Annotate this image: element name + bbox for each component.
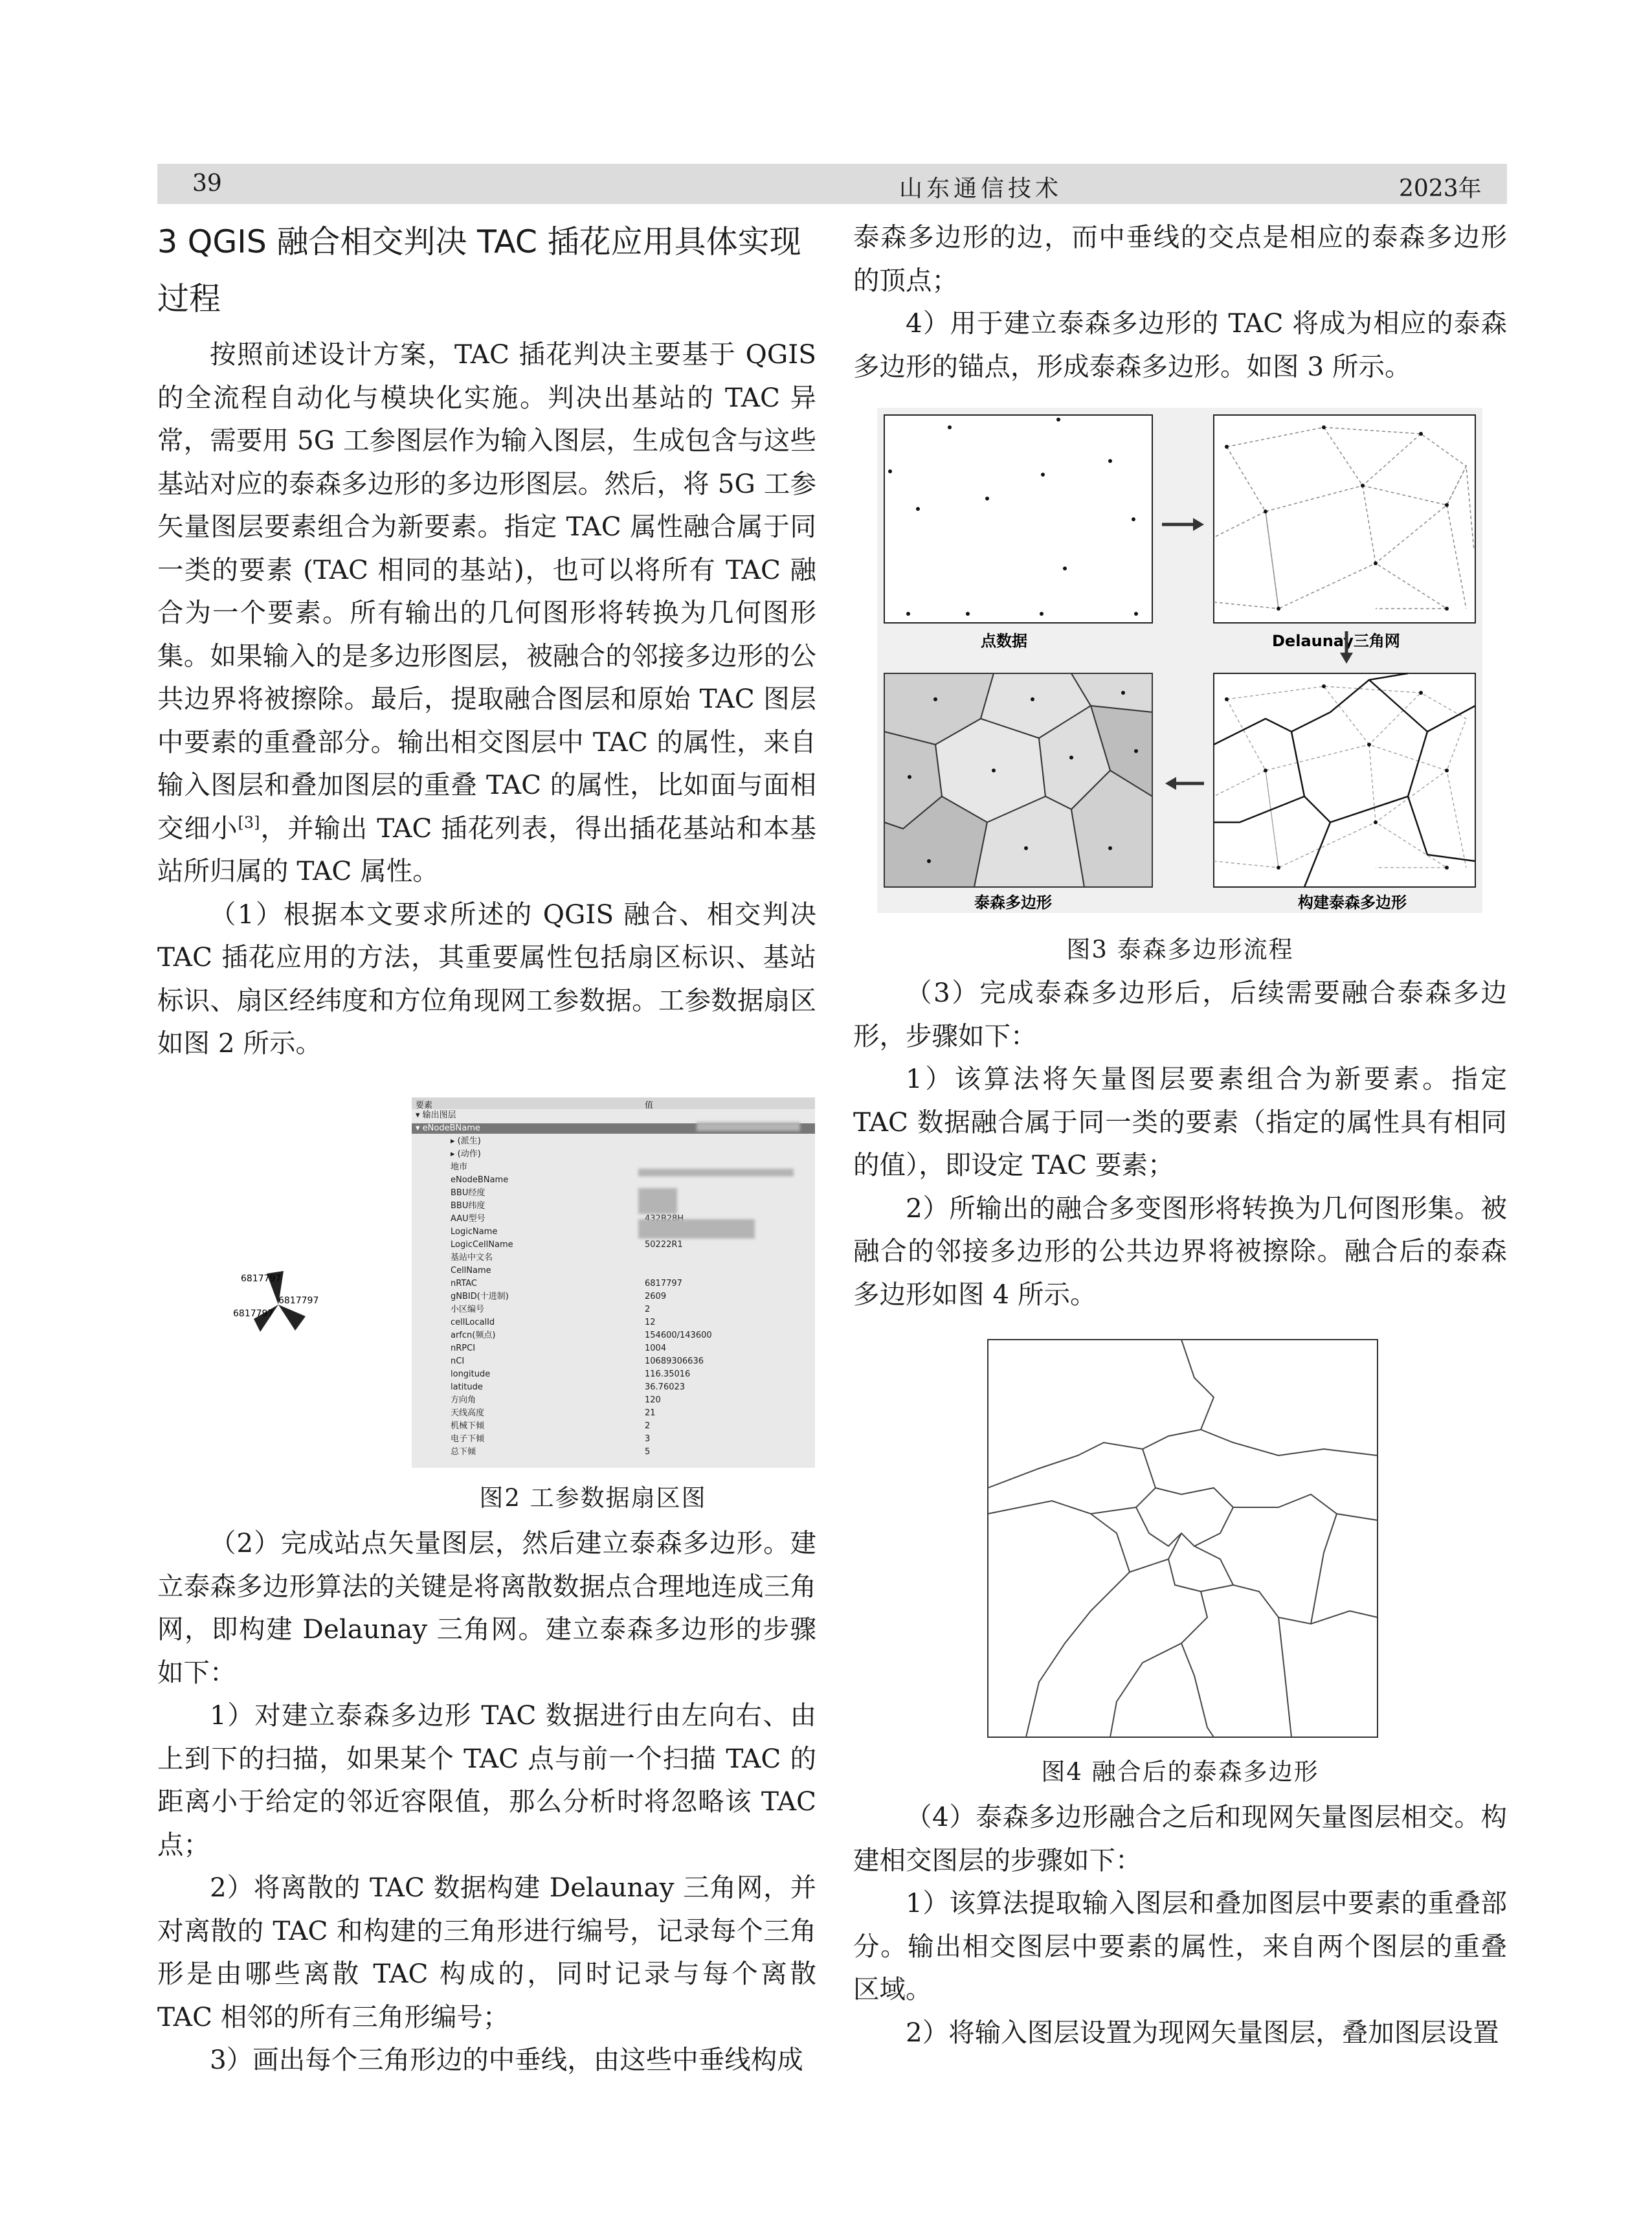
paragraph: 2）所输出的融合多变图形将转换为几何图形集。被融合的邻接多边形的公共边界将被擦除。融合后的泰森多边形如图 4 所示。 <box>853 1192 1507 1310</box>
row-key: CellName <box>451 1266 491 1276</box>
table-row <box>412 1279 815 1289</box>
row-value: 2 <box>645 1305 651 1314</box>
row-value: 21 <box>645 1408 656 1418</box>
year: 2023年 <box>1399 175 1482 202</box>
paragraph: 2）将输入图层设置为现网矢量图层，叠加图层设置 <box>906 2016 1499 2048</box>
delaunay-panel <box>1214 415 1475 623</box>
construct-panel <box>1214 673 1475 887</box>
table-row <box>412 1110 815 1121</box>
table-row <box>412 1395 815 1406</box>
row-key: longitude <box>451 1369 491 1379</box>
right-column-middle <box>853 971 1507 1316</box>
merged-polygon-map <box>987 1339 1378 1738</box>
row-value: 1004 <box>645 1343 667 1353</box>
paragraph: 4）用于建立泰森多边形的 TAC 将成为相应的泰森多边形的锚点，形成泰森多边形。如图 3 所示。 <box>853 308 1507 382</box>
paragraph: 泰森多边形的边，而中垂线的交点是相应的泰森多边形的顶点； <box>853 221 1507 296</box>
table-row <box>412 1266 815 1276</box>
table-row <box>412 1408 815 1419</box>
sector-label: 6817797 <box>278 1296 319 1306</box>
row-key: 天线高度 <box>451 1408 485 1418</box>
left-column-top <box>157 214 816 1065</box>
paragraph: 1）该算法提取输入图层和叠加图层中要素的重叠部分。输出相交图层中要素的属性，来自两个图层的重叠区域。 <box>853 1887 1507 2005</box>
panel-label: 构建泰森多边形 <box>1298 894 1407 912</box>
sector-label: 6817797 <box>233 1309 274 1319</box>
row-key: cellLocalId <box>451 1318 495 1327</box>
row-value: 6817797 <box>645 1279 682 1288</box>
table-row <box>412 1292 815 1302</box>
row-key: eNodeBName <box>451 1175 509 1185</box>
table-row <box>412 1253 815 1263</box>
row-key: ▸ (动作) <box>451 1149 481 1159</box>
row-key: 小区编号 <box>451 1305 485 1314</box>
row-value: 116.35016 <box>645 1369 691 1379</box>
row-key: LogicCellName <box>451 1240 513 1250</box>
panel-label: Delaunay三角网 <box>1272 632 1400 650</box>
row-value: 3 <box>645 1434 651 1444</box>
journal-name: 山东通信技术 <box>899 175 1063 202</box>
row-value: 2609 <box>645 1292 667 1301</box>
row-key: ▾ eNodeBName <box>416 1123 480 1133</box>
row-key: BBU纬度 <box>451 1201 486 1211</box>
row-key: 总下倾 <box>451 1447 476 1457</box>
section-title: 3 QGIS 融合相交判决 TAC 插花应用具体实现过程 <box>157 223 801 317</box>
table-row <box>412 1175 815 1186</box>
row-value: 2 <box>645 1421 651 1431</box>
row-key: 基站中文名 <box>451 1253 493 1263</box>
row-key: 方向角 <box>451 1395 476 1405</box>
row-value: 50222R1 <box>645 1240 683 1250</box>
paragraph: 3）画出每个三角形边的中垂线，由这些中垂线构成 <box>210 2044 803 2075</box>
row-key: ▾ 输出图层 <box>416 1110 456 1120</box>
row-key: nCI <box>451 1356 465 1366</box>
left-column-bottom <box>157 1522 816 2082</box>
paragraph: （2）完成站点矢量图层，然后建立泰森多边形。建立泰森多边形算法的关键是将离散数据点合理地连成三角网，即构建 Delaunay 三角网。建立泰森多边形的步骤如下： <box>157 1527 816 1688</box>
row-key: 机械下倾 <box>451 1421 485 1431</box>
row-key: BBU经度 <box>451 1188 486 1198</box>
row-value: 12 <box>645 1318 656 1327</box>
sector-wedge <box>278 1305 306 1331</box>
sector-label: 6817797 <box>241 1274 282 1284</box>
paragraph: （4）泰森多边形融合之后和现网矢量图层相交。构建相交图层的步骤如下： <box>853 1801 1507 1876</box>
paragraph: 1）对建立泰森多边形 TAC 数据进行由左向右、由上到下的扫描，如果某个 TAC 点与前一个扫描 TAC 的距离小于给定的邻近容限值，那么分析时将忽略该 TAC 点； <box>157 1700 816 1860</box>
table-row <box>412 1149 815 1160</box>
table-row <box>412 1188 815 1198</box>
fig3-caption: 图3 泰森多边形流程 <box>1066 936 1294 963</box>
row-key: nRTAC <box>451 1279 477 1288</box>
table-row <box>412 1421 815 1432</box>
row-key: arfcn(频点) <box>451 1331 496 1340</box>
panel-label: 泰森多边形 <box>974 894 1052 912</box>
table-row <box>412 1343 815 1354</box>
page-number: 39 <box>192 170 222 197</box>
table-row <box>412 1447 815 1457</box>
paragraph: 1）该算法将矢量图层要素组合为新要素。指定 TAC 数据融合属于同一类的要素（指定的属性具有相同的值），即设定 TAC 要素； <box>853 1063 1508 1180</box>
fig2-caption: 图2 工参数据扇区图 <box>479 1484 707 1512</box>
table-row <box>412 1136 815 1147</box>
row-key: nRPCI <box>451 1343 476 1353</box>
row-value: 36.76023 <box>645 1382 686 1392</box>
paragraph: 按照前述设计方案，TAC 插花判决主要基于 QGIS 的全流程自动化与模块化实施。判决出基站的 TAC 异常，需要用 5G 工参图层作为输入图层，生成包含与这些基站对应的泰森多边形的多边形图层。然后，将 5G 工参矢量图层要素组合为新要素。指定 TAC 属性融合属于同一类的要素 (TAC 相同的基站)，也可以将所有 TAC 融合为一个要素。所有输出的几何图形将转换为几何图形集。如果输入的是多边形图层，被融合的邻接多边形的公共边界将被擦除。最后，提取融合图层和原始 TAC 图层中要素的重叠部分。输出相交图层中 TAC 的属性，来自输入图层和叠加图层的重叠 TAC 的属性，比如面与面相交细小[3]，并输出 TAC 插花列表，得出插花基站和本基站所归属的 TAC 属性。 <box>157 339 817 886</box>
row-key: AAU型号 <box>451 1214 486 1224</box>
table-header <box>412 1097 815 1109</box>
panel-label: 点数据 <box>981 632 1027 650</box>
attribute-table <box>412 1097 815 1468</box>
row-value: 120 <box>645 1395 661 1405</box>
right-column-top <box>853 216 1507 388</box>
table-row <box>412 1382 815 1393</box>
table-row <box>412 1356 815 1367</box>
citation: [3] <box>238 813 260 831</box>
row-key: 电子下倾 <box>451 1434 485 1444</box>
column-header: 要素 <box>416 1101 433 1110</box>
row-key: 地市 <box>451 1162 468 1172</box>
table-row <box>412 1305 815 1315</box>
thiessen-flow-figure <box>877 408 1482 913</box>
table-row <box>412 1201 815 1211</box>
point-data-panel <box>884 415 1152 623</box>
row-key: ▸ (派生) <box>451 1136 481 1146</box>
row-value: 5 <box>645 1447 651 1457</box>
running-header <box>157 164 1507 204</box>
table-row <box>412 1318 815 1328</box>
row-value: 154600/143600 <box>645 1331 712 1340</box>
row-key: gNBID(十进制) <box>451 1292 509 1301</box>
paragraph: （1）根据本文要求所述的 QGIS 融合、相交判决 TAC 插花应用的方法，其重要属性包括扇区标识、基站标识、扇区经纬度和方位角现网工参数据。工参数据扇区如图 2 所示。 <box>157 898 817 1059</box>
table-row <box>412 1369 815 1380</box>
sector-map <box>233 1266 337 1343</box>
row-key: latitude <box>451 1382 483 1392</box>
table-row <box>412 1240 815 1250</box>
table-row <box>412 1331 815 1341</box>
row-key: LogicName <box>451 1227 498 1237</box>
paragraph: （3）完成泰森多边形后，后续需要融合泰森多边形，步骤如下： <box>853 977 1507 1051</box>
paragraph: 2）将离散的 TAC 数据构建 Delaunay 三角网，并对离散的 TAC 和构建的三角形进行编号，记录每个三角形是由哪些离散 TAC 构成的，同时记录与每个离散 TAC 相邻的所有三角形编号； <box>157 1872 816 2032</box>
table-row <box>412 1434 815 1445</box>
right-column-bottom <box>853 1795 1507 2054</box>
column-header: 值 <box>645 1101 654 1110</box>
fig4-caption: 图4 融合后的泰森多边形 <box>1041 1758 1319 1786</box>
row-value: 10689306636 <box>645 1356 704 1366</box>
